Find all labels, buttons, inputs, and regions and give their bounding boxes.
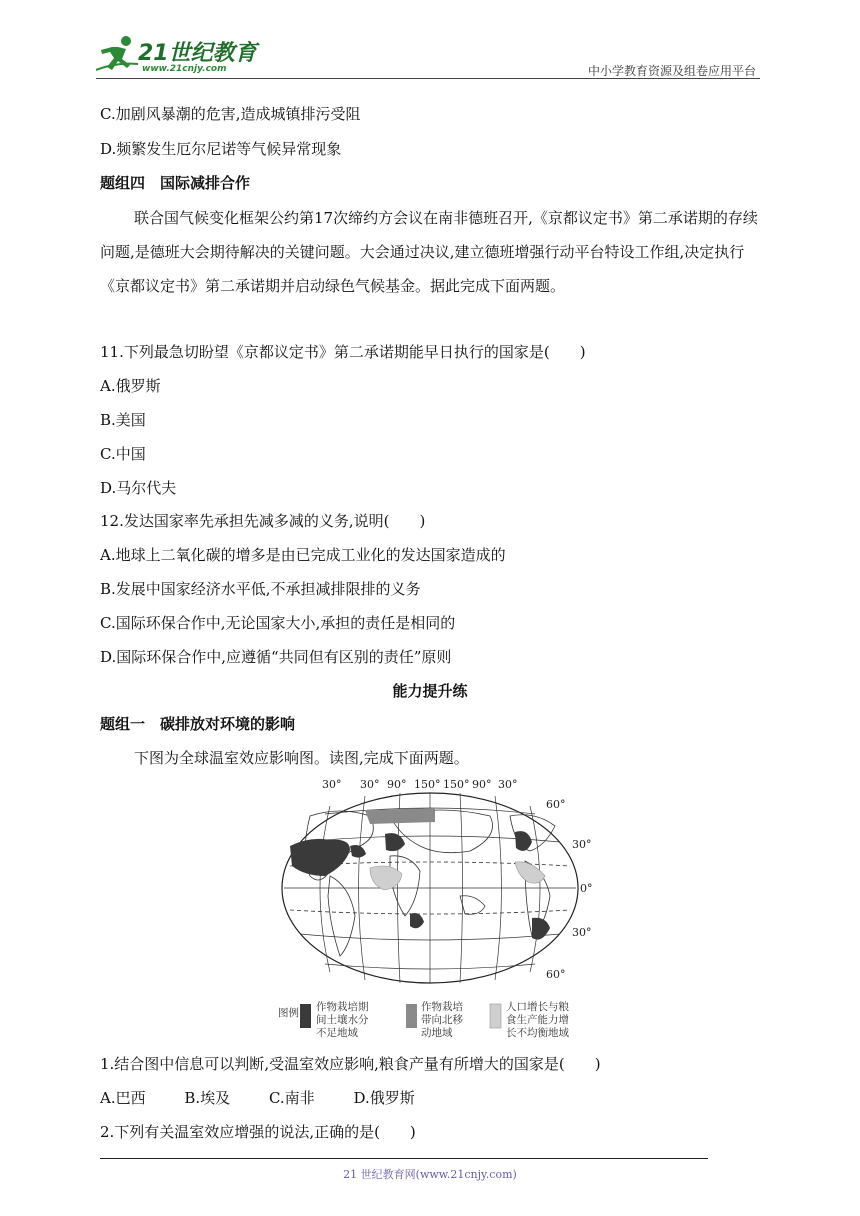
legend-swatch — [300, 1004, 311, 1028]
q2-stem: 2.下列有关温室效应增强的说法,正确的是( ) — [100, 1123, 416, 1141]
q11-option-b: B.美国 — [100, 411, 146, 429]
q12-option-d: D.国际环保合作中,应遵循“共同但有区别的责任”原则 — [100, 648, 452, 666]
logo-text: 21世纪教育 — [138, 41, 257, 66]
lat-label: 60° — [546, 968, 566, 981]
q1-options — [100, 1088, 449, 1108]
section-title: 能力提升练 — [392, 682, 468, 700]
q12-stem: 12.发达国家率先承担先减多减的义务,说明( ) — [100, 512, 426, 530]
q11-option-c: C.中国 — [100, 445, 146, 463]
passage: 联合国气候变化框架公约第17次缔约方会议在南非德班召开,《京都议定书》第二承诺期的存续问题,是德班大会期待解决的关键问题。大会通过决议,建立德班增强行动平台特设工作组,决定执行《京都议定书》第二承诺期并启动绿色气候基金。据此完成下面两题。 — [100, 209, 758, 295]
q1-option: C.南非 — [268, 1089, 315, 1107]
group4-heading: 题组四 国际减排合作 — [100, 174, 251, 192]
legend-text: 人口增长与粮 — [506, 1001, 569, 1013]
legend-text: 动地域 — [421, 1027, 453, 1039]
global-greenhouse-impact-map — [270, 776, 600, 1046]
logo-url: www.21cnjy.com — [142, 64, 227, 74]
q12-option-c: C.国际环保合作中,无论国家大小,承担的责任是相同的 — [100, 614, 456, 632]
legend-text: 间土壤水分 — [316, 1014, 369, 1026]
top-label: 30° — [360, 778, 380, 791]
legend-swatch — [406, 1004, 417, 1028]
map-intro: 下图为全球温室效应影响图。读图,完成下面两题。 — [134, 749, 469, 767]
q1-option: D.俄罗斯 — [353, 1089, 415, 1107]
q1-stem: 1.结合图中信息可以判断,受温室效应影响,粮食产量有所增大的国家是( ) — [100, 1055, 601, 1073]
map-legend — [278, 1000, 569, 1039]
platform-name: 中小学教育资源及组卷应用平台 — [587, 64, 756, 78]
footer-divider — [100, 1158, 708, 1159]
top-label: 90° — [472, 778, 492, 791]
header-divider — [96, 78, 760, 79]
top-label: 150° — [414, 778, 441, 791]
q1-option: A.巴西 — [100, 1089, 146, 1107]
lat-label: 30° — [572, 838, 592, 851]
lat-label: 60° — [546, 798, 566, 811]
footer-text: 21 世纪教育网(www.21cnjy.com) — [343, 1168, 517, 1181]
legend-text: 作物栽培 — [421, 1001, 463, 1013]
runner-logo-icon — [96, 34, 140, 74]
legend-swatch — [490, 1004, 501, 1028]
logo — [96, 34, 266, 74]
legend-text: 长不均衡地域 — [506, 1027, 569, 1039]
q1-option: B.埃及 — [184, 1089, 231, 1107]
legend-text: 食生产能力增 — [506, 1014, 569, 1026]
q11-option-a: A.俄罗斯 — [100, 377, 161, 395]
q11-stem: 11.下列最急切盼望《京都议定书》第二承诺期能早日执行的国家是( ) — [100, 343, 586, 361]
legend-text: 不足地域 — [316, 1027, 358, 1039]
lat-label: 30° — [572, 926, 592, 939]
group1-heading: 题组一 碳排放对环境的影响 — [100, 715, 296, 733]
q12-option-a: A.地球上二氧化碳的增多是由已完成工业化的发达国家造成的 — [100, 546, 506, 564]
legend-title: 图例 — [278, 1007, 299, 1019]
page-header — [96, 30, 760, 80]
top-label: 30° — [498, 778, 518, 791]
q11-option-d: D.马尔代夫 — [100, 479, 177, 497]
legend-text: 作物栽培期 — [316, 1001, 369, 1013]
q10-option-d: D.频繁发生厄尔尼诺等气候异常现象 — [100, 140, 342, 158]
q12-option-b: B.发展中国家经济水平低,不承担减排限排的义务 — [100, 580, 421, 598]
top-label: 90° — [387, 778, 407, 791]
lat-label: 0° — [580, 882, 593, 895]
top-label: 150° — [443, 778, 470, 791]
top-label: 30° — [322, 778, 342, 791]
legend-text: 带向北移 — [421, 1014, 463, 1026]
q10-option-c: C.加剧风暴潮的危害,造成城镇排污受阻 — [100, 105, 361, 123]
